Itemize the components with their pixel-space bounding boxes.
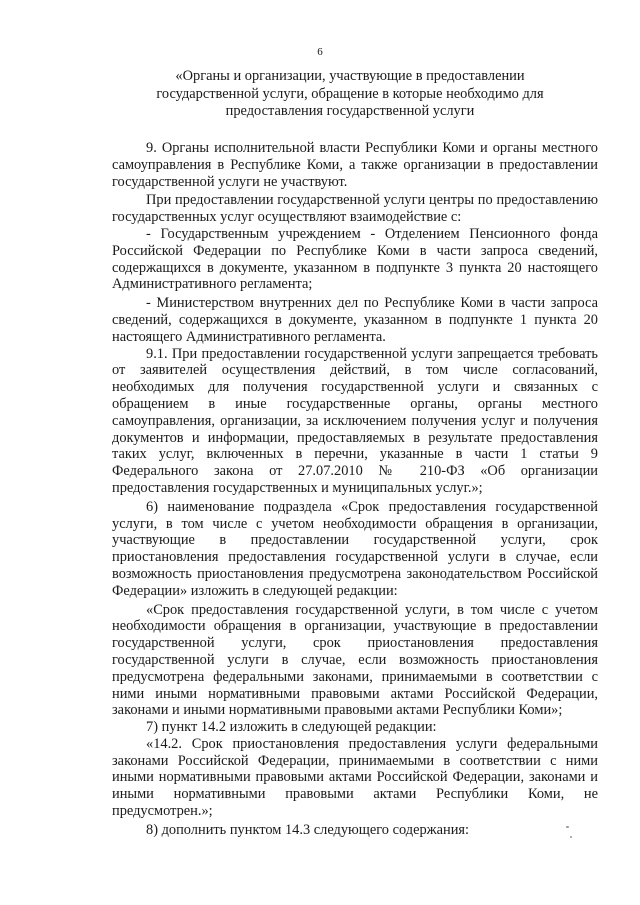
page-number: 6 [317, 46, 323, 58]
paragraph-interior-ministry: - Министерством внутренних дел по Республике Коми в части запроса сведений, содержащихся в документе, указанном в подпункте 1 пункта 20 настоящего Административного регламента. [112, 295, 598, 345]
paragraph-item-7: 7) пункт 14.2 изложить в следующей редакции: [146, 719, 437, 736]
paragraph-item-8: 8) дополнить пунктом 14.3 следующего содержания: [146, 821, 470, 838]
paragraph-9-1: 9.1. При предоставлении государственной услуги запрещается требовать от заявителей осуществления действий, в том числе согласований, необходимых для получения государственной услуги и связанных с обращением в иные государственные органы, органы местного самоуправления, организации, за исключением получения услуг и получения документов и информации, предоставляемых в результате предоставления таких услуг, включенных в перечни, указанные в части 1 статьи 9 Федерального закона от 27.07.2010 № 210-ФЗ «Об организации предоставления государственных и муниципальных услуг.»; [112, 345, 598, 496]
scan-speck [570, 836, 572, 838]
section-heading: «Органы и организации, участвующие в предоставлении государственной услуги, обращение в которые необходимо для предоставления государственной услуги [156, 68, 544, 119]
paragraph-new-title: «Срок предоставления государственной услуги, в том числе с учетом необходимости обращения в организации, участвующие в предоставлении государственной услуги, срок приостановления предоставления государственной услуги в случае, если возможность приостановления предусмотрена федеральными законами, принимаемыми в соответствии с ними иными нормативными правовыми актами Российской Федерации, законами и иными нормативными правовыми актами Республики Коми»; [112, 601, 598, 719]
document-body [112, 140, 598, 839]
paragraph-9: 9. Органы исполнительной власти Республики Коми и органы местного самоуправления в Республике Коми, а также организации в предоставлении государственной услуги не участвуют. [112, 140, 598, 190]
scan-speck [566, 826, 569, 828]
paragraph-interaction: При предоставлении государственной услуги центры по предоставлению государственных услуг осуществляют взаимодействие с: [112, 192, 598, 226]
paragraph-14-2: «14.2. Срок приостановления предоставления услуги федеральными законами Российской Федерации, принимаемыми в соответствии с ними иными нормативными правовыми актами Российской Федерации, законами и иными нормативными правовыми актами Республики Коми, не предусмотрен.»; [112, 735, 598, 820]
paragraph-item-6: 6) наименование подраздела «Срок предоставления государственной услуги, в том числе с учетом необходимости обращения в организации, участвующие в предоставлении государственной услуги, срок приостановления предоставления государственной услуги в случае, если возможность приостановления предусмотрена законодательством Российской Федерации» изложить в следующей редакции: [112, 498, 598, 599]
paragraph-pension-fund: - Государственным учреждением - Отделением Пенсионного фонда Российской Федерации по Республике Коми в части запроса сведений, содержащихся в документе, указанном в подпункте 3 пункта 20 настоящего Административного регламента; [112, 225, 598, 293]
